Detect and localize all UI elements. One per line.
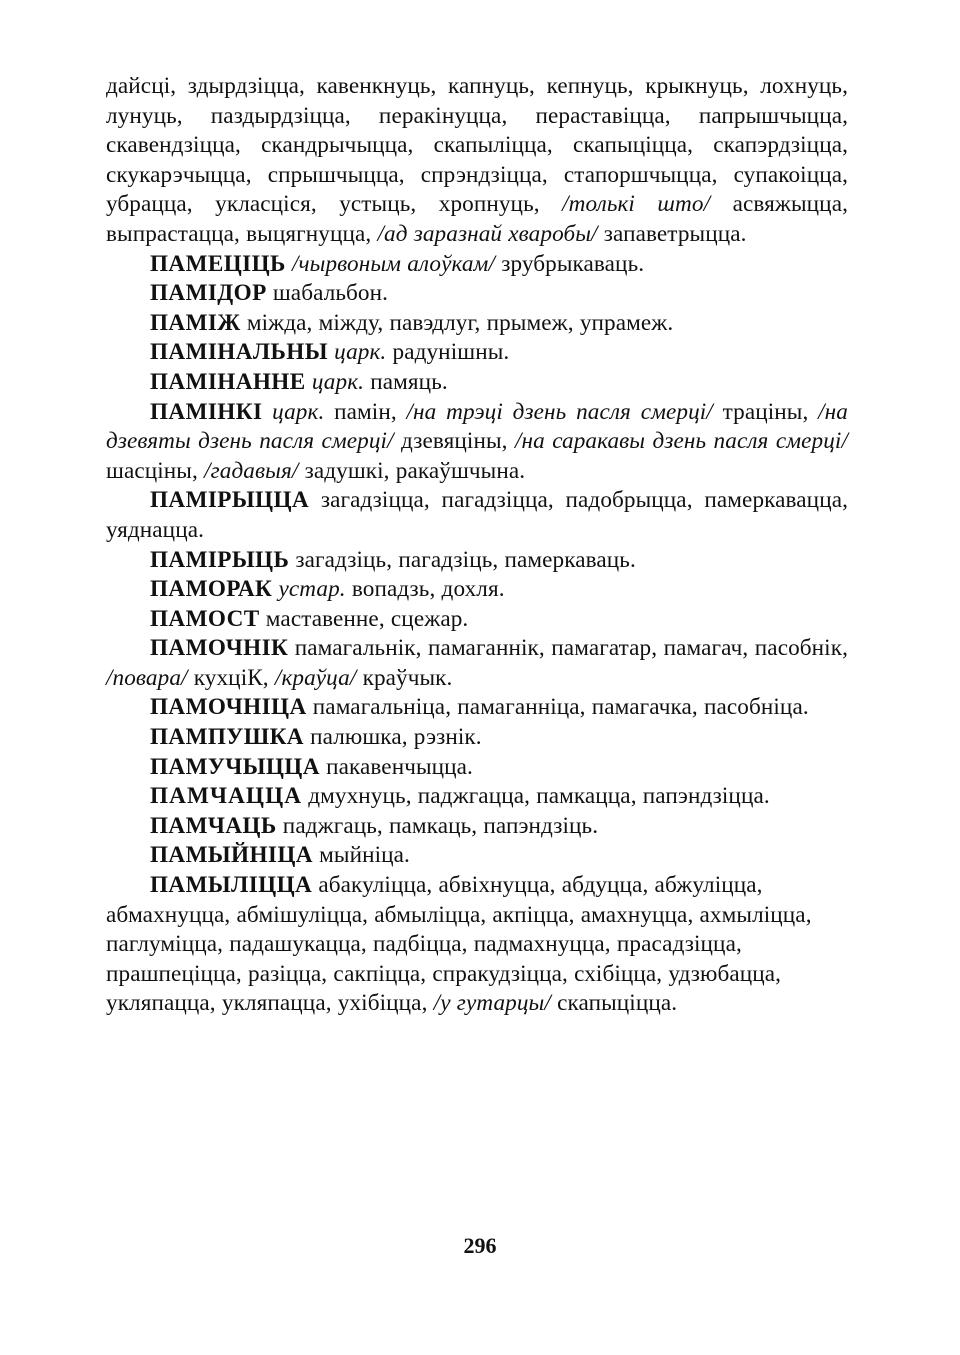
dictionary-entry — [106, 812, 848, 842]
entry-label-or-gloss: устар. — [278, 576, 346, 603]
entry-synonyms: палюшка, рэзнік. — [303, 724, 482, 751]
dictionary-entry — [106, 486, 848, 545]
entry-synonyms: шабальбон. — [266, 280, 389, 307]
entry-synonyms: асвяжыцца, выпрастацца, выцягнуцца, — [106, 191, 848, 247]
entry-synonyms: маставенне, сцежар. — [259, 605, 469, 632]
entry-headword: ПАМПУШКА — [150, 724, 304, 751]
entry-synonyms: памін, — [324, 398, 407, 425]
dictionary-entry — [106, 309, 848, 339]
entry-label-or-gloss: /толькі што/ — [562, 191, 711, 218]
entry-label-or-gloss: /чырвоным алоўкам/ — [291, 250, 496, 277]
entry-synonyms: запаветрыцца. — [597, 220, 747, 247]
entry-synonyms: загадзіцца, пагадзіцца, падобрыцца, памеркавацца, уяднацца. — [106, 487, 848, 543]
entry-headword: ПАМОРАК — [150, 576, 273, 603]
entry-headword: ПАМОЧНІЦА — [150, 694, 307, 721]
entry-headword: ПАМІЖ — [150, 309, 241, 336]
page-number: 296 — [463, 1233, 497, 1258]
entry-synonyms: дзевяціны, — [393, 428, 515, 455]
entry-headword: ПАМЧАЦЦА — [150, 783, 303, 810]
entry-label-or-gloss: царк. — [272, 398, 325, 425]
dictionary-entry — [106, 575, 848, 605]
dictionary-entry — [106, 782, 848, 812]
page-text-column — [106, 72, 848, 1019]
dictionary-entry — [106, 546, 848, 576]
dictionary-entry — [106, 723, 848, 753]
dictionary-entry — [106, 841, 848, 871]
dictionary-entry — [106, 338, 848, 368]
entry-synonyms: радунішны. — [386, 339, 510, 366]
entry-synonyms: мыйніца. — [312, 842, 410, 869]
dictionary-entry — [106, 605, 848, 635]
entry-label-or-gloss: царк. — [334, 339, 387, 366]
entry-headword: ПАМОЧНІК — [150, 635, 289, 662]
entry-synonyms: задушкі, ракаўшчына. — [298, 457, 526, 484]
entry-headword: ПАМЕЦІЦЬ — [150, 250, 286, 277]
entry-synonyms: пакавенчыцца. — [319, 753, 473, 780]
entry-synonyms — [262, 399, 272, 425]
entry-synonyms: краўчык. — [356, 664, 453, 691]
dictionary-entry — [106, 250, 848, 280]
entry-headword: ПАМІНАЛЬНЫ — [150, 339, 328, 366]
entry-synonyms: вопадзь, дохля. — [345, 576, 505, 603]
entry-label-or-gloss: /ад заразнай хваробы/ — [377, 220, 598, 247]
entry-headword: ПАМІРЫЦЬ — [150, 546, 290, 573]
entry-synonyms: памагальнік, памаганнік, памагатар, памагач, пасобнік, — [288, 635, 848, 662]
entry-synonyms: абакуліцца, абвіхнуцца, абдуцца, абжуліцца, абмахнуцца, абмішуліцца, абмыліцца, акпіцца, амахнуцца, ахмыліцца, паглуміцца, падашукацца, падбіцца, падмахнуцца, прасадзіцца, прашпеціцца, разіцца, сакпіцца, спракудзіцца, схібіцца, удзюбацца, укляпацца, укляпацца, ухібіцца, — [106, 872, 812, 1017]
dictionary-entry — [106, 753, 848, 783]
entry-synonyms: міжда, міжду, павэдлуг, прымеж, упрамеж. — [240, 309, 674, 336]
entry-headword: ПАМІНКІ — [150, 398, 263, 425]
entry-headword: ПАМІДОР — [150, 280, 267, 307]
entry-synonyms: траціны, — [712, 398, 819, 425]
entry-synonyms: загадзіць, пагадзіць, памеркаваць. — [289, 546, 636, 573]
dictionary-entry — [106, 368, 848, 398]
entry-synonyms: зрубрыкаваць. — [495, 250, 645, 277]
entry-headword: ПАМІНАННЕ — [150, 368, 306, 395]
entry-label-or-gloss: /на саракавы дзень пасля смерці/ — [514, 428, 848, 455]
entry-synonyms: памяць. — [364, 368, 448, 395]
entry-synonyms: скапыціцца. — [550, 990, 678, 1017]
entry-synonyms: памагальніца, памаганніца, памагачка, пасобніца. — [306, 694, 809, 721]
entry-label-or-gloss: /на трэці дзень пасля смерці/ — [406, 398, 713, 425]
entry-headword: ПАМЫЛІЦЦА — [150, 872, 313, 899]
entry-label-or-gloss: /повара/ — [106, 664, 188, 691]
entry-label-or-gloss: /у гутарцы/ — [433, 990, 551, 1017]
dictionary-entry — [106, 398, 848, 487]
entry-label-or-gloss: /на дзевяты дзень пасля смерці/ — [106, 398, 848, 455]
entry-label-or-gloss: царк. — [311, 368, 365, 395]
entry-continuation-paragraph — [106, 72, 848, 250]
entry-synonyms: шасціны, — [106, 457, 205, 484]
entry-synonyms: кухціК, — [187, 664, 275, 691]
entry-label-or-gloss: /краўца/ — [274, 664, 357, 691]
entry-headword: ПАМІРЫЦЦА — [150, 487, 310, 514]
dictionary-entry — [106, 871, 848, 1019]
entry-synonyms: дмухнуць, паджгацца, памкацца, папэндзіцца. — [302, 783, 770, 810]
entry-label-or-gloss: /гадавыя/ — [204, 457, 299, 484]
entry-headword: ПАМУЧЫЦЦА — [150, 753, 320, 780]
entry-headword: ПАМОСТ — [150, 605, 260, 632]
entry-headword: ПАМЧАЦЬ — [150, 812, 277, 839]
entry-synonyms: паджгаць, памкаць, папэндзіць. — [276, 812, 599, 839]
dictionary-entry — [106, 693, 848, 723]
entry-headword: ПАМЫЙНІЦА — [150, 842, 313, 869]
entry-synonyms: дайсці, здырдзіцца, кавенкнуць, капнуць, кепнуць, крыкнуць, лохнуць, лунуць, паздырдзіцца, перакінуцца, пераставіцца, папрышчыцца, скавендзіцца, скандрычыцца, скапыліцца, скапыціцца, скапэрдзіцца, скукарэчыцца, спрышчыцца, спрэндзіцца, стапоршчыцца, супакоіцца, убрацца, укласціся, устыць, хропнуць, — [106, 73, 848, 218]
dictionary-entry — [106, 279, 848, 309]
dictionary-entry — [106, 634, 848, 693]
